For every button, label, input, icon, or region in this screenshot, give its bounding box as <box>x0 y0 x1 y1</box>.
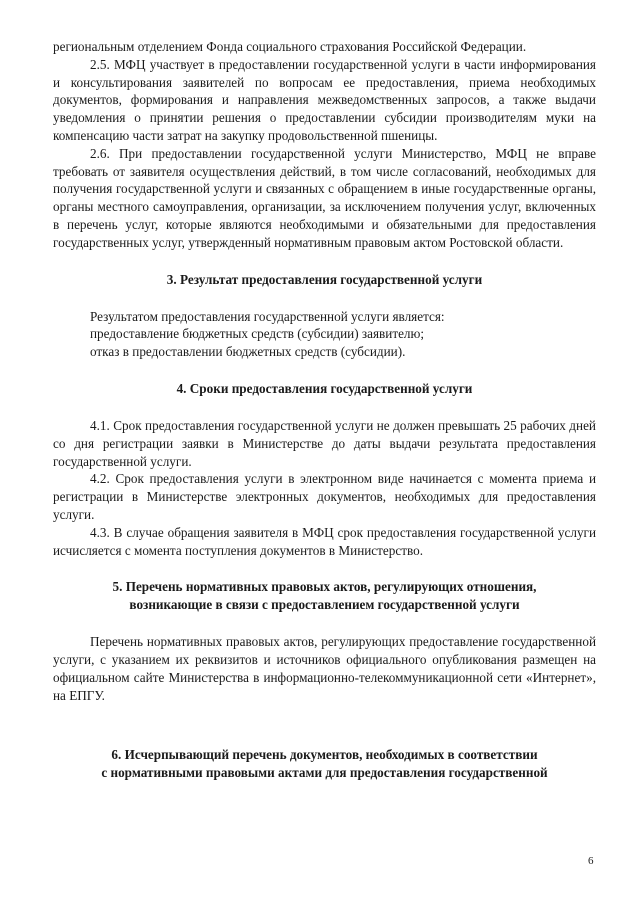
section-5-heading-line-1: 5. Перечень нормативных правовых актов, регулирующих отношения, <box>112 579 537 595</box>
paragraph-2-5: 2.5. МФЦ участвует в предоставлении государственной услуги в части информирования и консультирования заявителей по вопросам ее предоставления, приема необходимых документов, формирования и направления межведомственных запросов, а также выдачи уведомления о принятии решения о предоставлении субсидии производителям муки на компенсацию части затрат на закупку продовольственной пшеницы. <box>53 56 596 143</box>
document-body <box>53 38 596 782</box>
paragraph-5: Перечень нормативных правовых актов, регулирующих предоставление государственной услуги, с указанием их реквизитов и источников официального опубликования размещен на официальном сайте Министерства в информационно-телекоммуникационной сети «Интернет», на ЕПГУ. <box>53 634 596 703</box>
page-number: 6 <box>588 855 594 867</box>
paragraph-4-2: 4.2. Срок предоставления услуги в электронном виде начинается с момента приема и регистрации в Министерстве электронных документов, необходимых для предоставления услуги. <box>53 471 596 522</box>
section-5-heading-line-2: возникающие в связи с предоставлением государственной услуги <box>129 597 520 613</box>
paragraph-continuation: региональным отделением Фонда социального страхования Российской Федерации. <box>53 39 527 54</box>
section-5-heading <box>53 578 596 614</box>
section-4-heading: 4. Сроки предоставления государственной услуги <box>176 380 473 396</box>
section-3-line-3: отказ в предоставлении бюджетных средств (субсидии). <box>90 344 406 360</box>
paragraph-4-1: 4.1. Срок предоставления государственной услуги не должен превышать 25 рабочих дней со дня регистрации заявки в Министерстве до даты выдачи результата предоставления государственной услуги. <box>53 417 596 469</box>
paragraph-4-3: 4.3. В случае обращения заявителя в МФЦ срок предоставления государственной услуги исчисляется с момента поступления документов в Министерство. <box>53 524 596 558</box>
section-3-heading: 3. Результат предоставления государственной услуги <box>166 271 483 287</box>
section-6-heading-line-1: 6. Исчерпывающий перечень документов, необходимых в соответствии <box>111 746 538 762</box>
paragraph-2-6: 2.6. При предоставлении государственной услуги Министерство, МФЦ не вправе требовать от заявителя осуществления действий, в том числе согласований, необходимых для получения государственной услуги и связанных с обращением в иные государственные органы, органы местного самоуправления, организации, за исключением получения услуг, включенных в перечень услуг, которые являются необходимыми и обязательными для предоставления государственных услуг, утвержденный нормативным правовым актом Ростовской области. <box>53 145 596 250</box>
section-3-line-1: Результатом предоставления государственной услуги является: <box>90 308 445 324</box>
section-6-heading-line-2: с нормативными правовыми актами для предоставления государственной <box>101 764 548 780</box>
section-6-heading <box>53 746 596 782</box>
section-3-line-2: предоставление бюджетных средств (субсидии) заявителю; <box>90 326 425 342</box>
